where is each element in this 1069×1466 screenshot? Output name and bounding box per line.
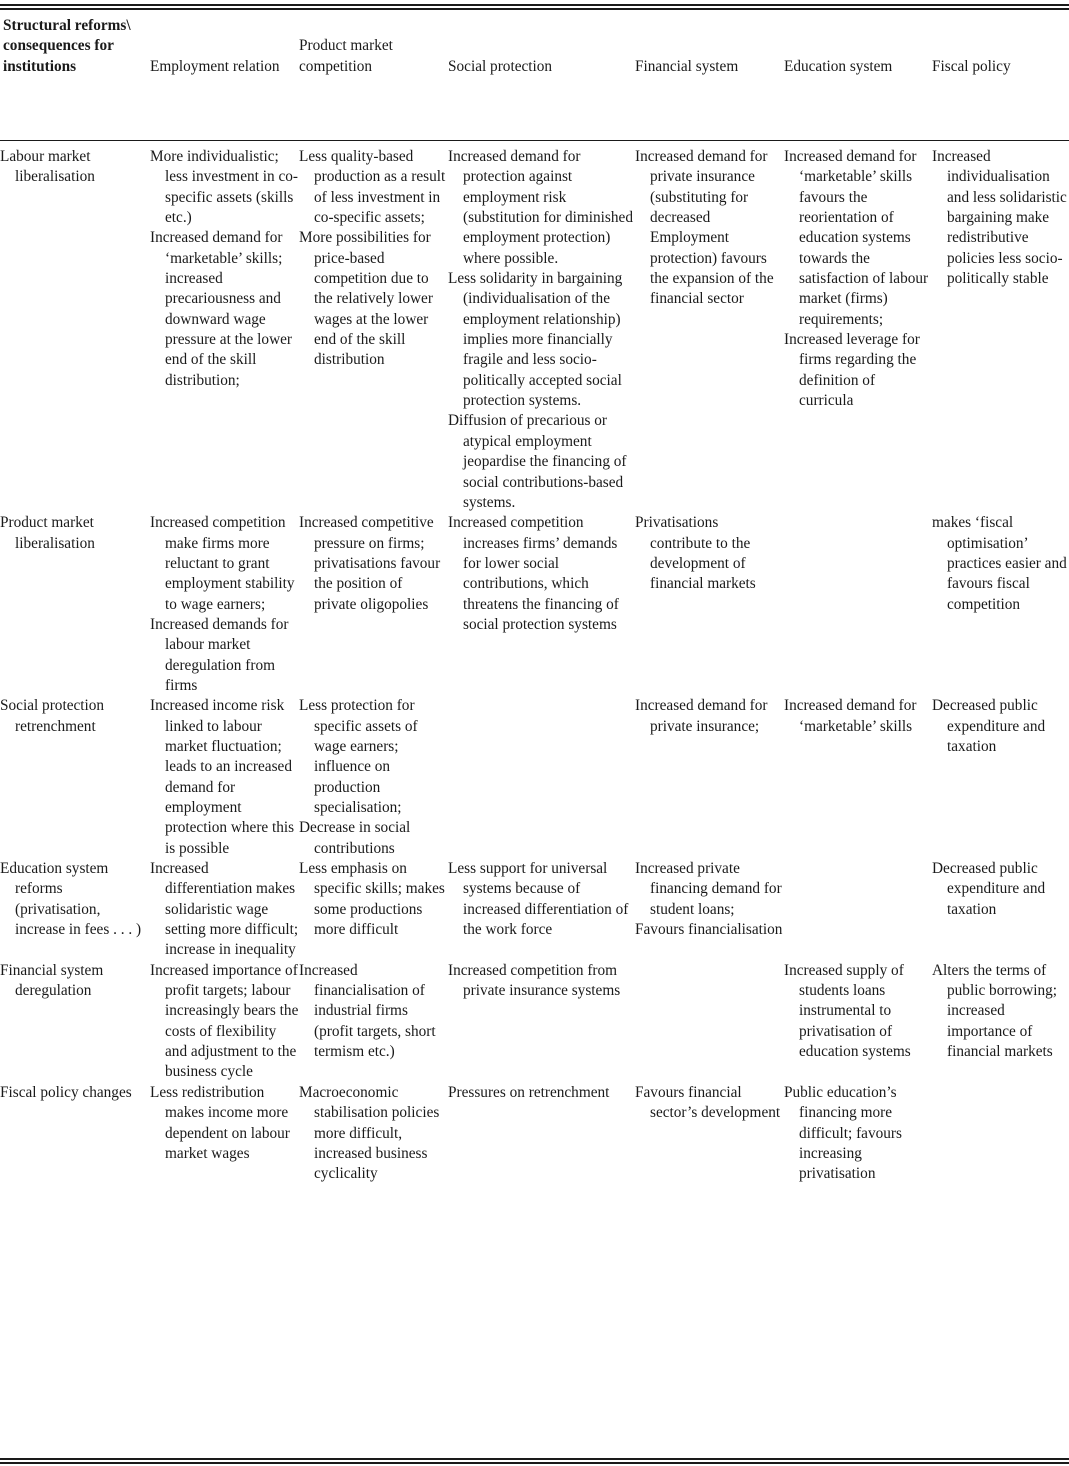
cell-financial-system bbox=[635, 696, 784, 859]
cell-education-system bbox=[784, 147, 932, 513]
cell-social-protection bbox=[448, 147, 635, 513]
table-row bbox=[0, 961, 1069, 1083]
cell-entry: Decrease in social contributions bbox=[299, 819, 411, 857]
cell-social-protection bbox=[448, 696, 635, 859]
row-label: Education system reforms (privatisation, increase in fees . . . ) bbox=[0, 860, 142, 939]
table-row bbox=[0, 696, 1069, 859]
bottom-rule-inner bbox=[0, 1458, 1069, 1460]
cell-fiscal-policy bbox=[932, 696, 1069, 859]
cell-employment-relation bbox=[150, 147, 299, 513]
cell-entry: Less redistribution makes income more dependent on labour market wages bbox=[150, 1083, 290, 1162]
cell-entry: Increased private financing demand for student loans; bbox=[635, 860, 782, 918]
cell-entry: Pressures on retrenchment bbox=[448, 1083, 610, 1101]
cell-entry: Increased competition increases firms’ demands for lower social contributions, which threatens the financing of social protection systems bbox=[448, 514, 619, 633]
bottom-rule-outer bbox=[0, 1462, 1069, 1464]
cell-employment-relation bbox=[150, 1083, 299, 1185]
row-label: Labour market liberalisation bbox=[0, 148, 95, 186]
cell-entry: Diffusion of precarious or atypical employment jeopardise the financing of social contributions-based systems. bbox=[448, 412, 627, 511]
corner-header: Structural reforms\ consequences for institutions bbox=[3, 16, 131, 75]
cell-entry: Alters the terms of public borrowing; increased importance of financial markets bbox=[932, 961, 1058, 1061]
cell-entry: Favours financialisation bbox=[635, 921, 783, 939]
cell-social-protection bbox=[448, 961, 635, 1083]
table-row bbox=[0, 859, 1069, 961]
cell-social-protection bbox=[448, 859, 635, 961]
cell-education-system bbox=[784, 513, 932, 696]
cell-financial-system bbox=[635, 147, 784, 513]
cell-product-market-competition bbox=[299, 961, 448, 1083]
top-rule-outer bbox=[0, 4, 1069, 6]
cell-social-protection bbox=[448, 513, 635, 696]
row-header bbox=[0, 859, 150, 961]
row-header bbox=[0, 147, 150, 513]
reforms-table bbox=[0, 14, 1069, 1185]
column-header-employment-relation: Employment relation bbox=[150, 57, 280, 75]
cell-entry: Public education’s financing more difficult; favours increasing privatisation bbox=[784, 1083, 902, 1183]
row-header bbox=[0, 696, 150, 859]
cell-employment-relation bbox=[150, 961, 299, 1083]
cell-employment-relation bbox=[150, 859, 299, 961]
cell-entry: Increased competitive pressure on firms; privatisations favour the position of private oligopolies bbox=[299, 514, 441, 613]
cell-entry: Decreased public expenditure and taxation bbox=[932, 860, 1046, 918]
cell-education-system bbox=[784, 1083, 932, 1185]
row-label: Financial system deregulation bbox=[0, 961, 104, 1000]
cell-entry: Less emphasis on specific skills; makes some productions more difficult bbox=[299, 860, 445, 939]
cell-entry: Increased demand for ‘marketable’ skills bbox=[784, 697, 917, 735]
table-row bbox=[0, 513, 1069, 696]
column-header-education-system: Education system bbox=[784, 57, 893, 75]
cell-entry: makes ‘fiscal optimisation’ practices easier and favours fiscal competition bbox=[932, 514, 1067, 613]
row-label: Social protection retrenchment bbox=[0, 697, 105, 735]
cell-entry: Increased income risk linked to labour market fluctuation; leads to an increased demand for employment protection where this is possible bbox=[150, 697, 295, 857]
cell-fiscal-policy bbox=[932, 513, 1069, 696]
cell-entry: Increased demand for protection against employment risk (substitution for diminished employment protection) where possible. bbox=[448, 148, 633, 267]
row-header bbox=[0, 961, 150, 1083]
cell-entry: More possibilities for price-based competition due to the relatively lower wages at the lower end of the skill distribution bbox=[299, 229, 433, 369]
cell-entry: Increased demand for ‘marketable’ skills favours the reorientation of education systems towards the satisfaction of labour market (firms) requirements; bbox=[784, 148, 929, 328]
cell-entry: More individualistic; less investment in co-specific assets (skills etc.) bbox=[150, 148, 298, 227]
column-header-product-market-competition: Product market competition bbox=[299, 37, 393, 75]
cell-financial-system bbox=[635, 513, 784, 696]
cell-entry: Increased financialisation of industrial firms (profit targets, short termism etc.) bbox=[299, 961, 436, 1061]
cell-product-market-competition bbox=[299, 513, 448, 696]
header-divider bbox=[0, 77, 1069, 141]
cell-entry: Increased individualisation and less solidaristic bargaining make redistributive policies less socio-politically stable bbox=[932, 148, 1067, 288]
cell-entry: Less quality-based production as a result of less investment in co-specific assets; bbox=[299, 148, 446, 227]
cell-entry: Decreased public expenditure and taxation bbox=[932, 697, 1046, 755]
row-label: Product market liberalisation bbox=[0, 514, 95, 552]
cell-product-market-competition bbox=[299, 147, 448, 513]
cell-entry: Less solidarity in bargaining (individualisation of the employment relationship) implies more financially fragile and less socio-politically accepted social protection systems. bbox=[448, 270, 623, 410]
column-header-fiscal-policy: Fiscal policy bbox=[932, 57, 1011, 75]
cell-financial-system bbox=[635, 859, 784, 961]
cell-education-system bbox=[784, 961, 932, 1083]
cell-employment-relation bbox=[150, 513, 299, 696]
cell-entry: Macroeconomic stabilisation policies more difficult, increased business cyclicality bbox=[299, 1083, 440, 1183]
top-rule-inner bbox=[0, 8, 1069, 10]
table-row bbox=[0, 147, 1069, 513]
cell-fiscal-policy bbox=[932, 1083, 1069, 1185]
cell-entry: Less support for universal systems because of increased differentiation of the work force bbox=[448, 860, 629, 939]
cell-fiscal-policy bbox=[932, 147, 1069, 513]
row-header bbox=[0, 1083, 150, 1185]
cell-product-market-competition bbox=[299, 696, 448, 859]
column-header-social-protection: Social protection bbox=[448, 57, 553, 75]
cell-product-market-competition bbox=[299, 1083, 448, 1185]
cell-entry: Increased differentiation makes solidaristic wage setting more difficult; increase in inequality bbox=[150, 860, 299, 959]
header-separator bbox=[0, 77, 1069, 141]
cell-entry: Increased demands for labour market deregulation from firms bbox=[150, 615, 289, 694]
cell-entry: Increased competition from private insurance systems bbox=[448, 961, 621, 1000]
cell-employment-relation bbox=[150, 696, 299, 859]
cell-entry: Increased demand for private insurance; bbox=[635, 697, 768, 735]
row-label: Fiscal policy changes bbox=[0, 1083, 132, 1101]
cell-entry: Increased competition make firms more reluctant to grant employment stability to wage earners; bbox=[150, 514, 295, 613]
cell-entry: Privatisations contribute to the development of financial markets bbox=[635, 514, 756, 593]
cell-product-market-competition bbox=[299, 859, 448, 961]
cell-entry: Increased demand for ‘marketable’ skills; increased precariousness and downward wage pressure at the lower end of the skill distribution; bbox=[150, 229, 292, 389]
cell-entry: Increased leverage for firms regarding the definition of curricula bbox=[784, 331, 920, 410]
column-header-financial-system: Financial system bbox=[635, 57, 739, 75]
cell-entry: Increased importance of profit targets; labour increasingly bears the costs of flexibility and adjustment to the business cycle bbox=[150, 961, 299, 1081]
cell-financial-system bbox=[635, 961, 784, 1083]
row-header bbox=[0, 513, 150, 696]
cell-entry: Increased demand for private insurance (substituting for decreased Employment protection) favours the expansion of the financial sector bbox=[635, 148, 774, 308]
cell-social-protection bbox=[448, 1083, 635, 1185]
cell-entry: Favours financial sector’s development bbox=[635, 1083, 781, 1122]
table-body bbox=[0, 147, 1069, 1185]
cell-fiscal-policy bbox=[932, 859, 1069, 961]
cell-entry: Increased supply of students loans instrumental to privatisation of education systems bbox=[784, 961, 911, 1061]
table-row bbox=[0, 1083, 1069, 1185]
cell-entry: Less protection for specific assets of wage earners; influence on production specialisation; bbox=[299, 697, 418, 816]
header-row bbox=[0, 14, 1069, 77]
cell-education-system bbox=[784, 696, 932, 859]
cell-education-system bbox=[784, 859, 932, 961]
cell-fiscal-policy bbox=[932, 961, 1069, 1083]
cell-financial-system bbox=[635, 1083, 784, 1185]
